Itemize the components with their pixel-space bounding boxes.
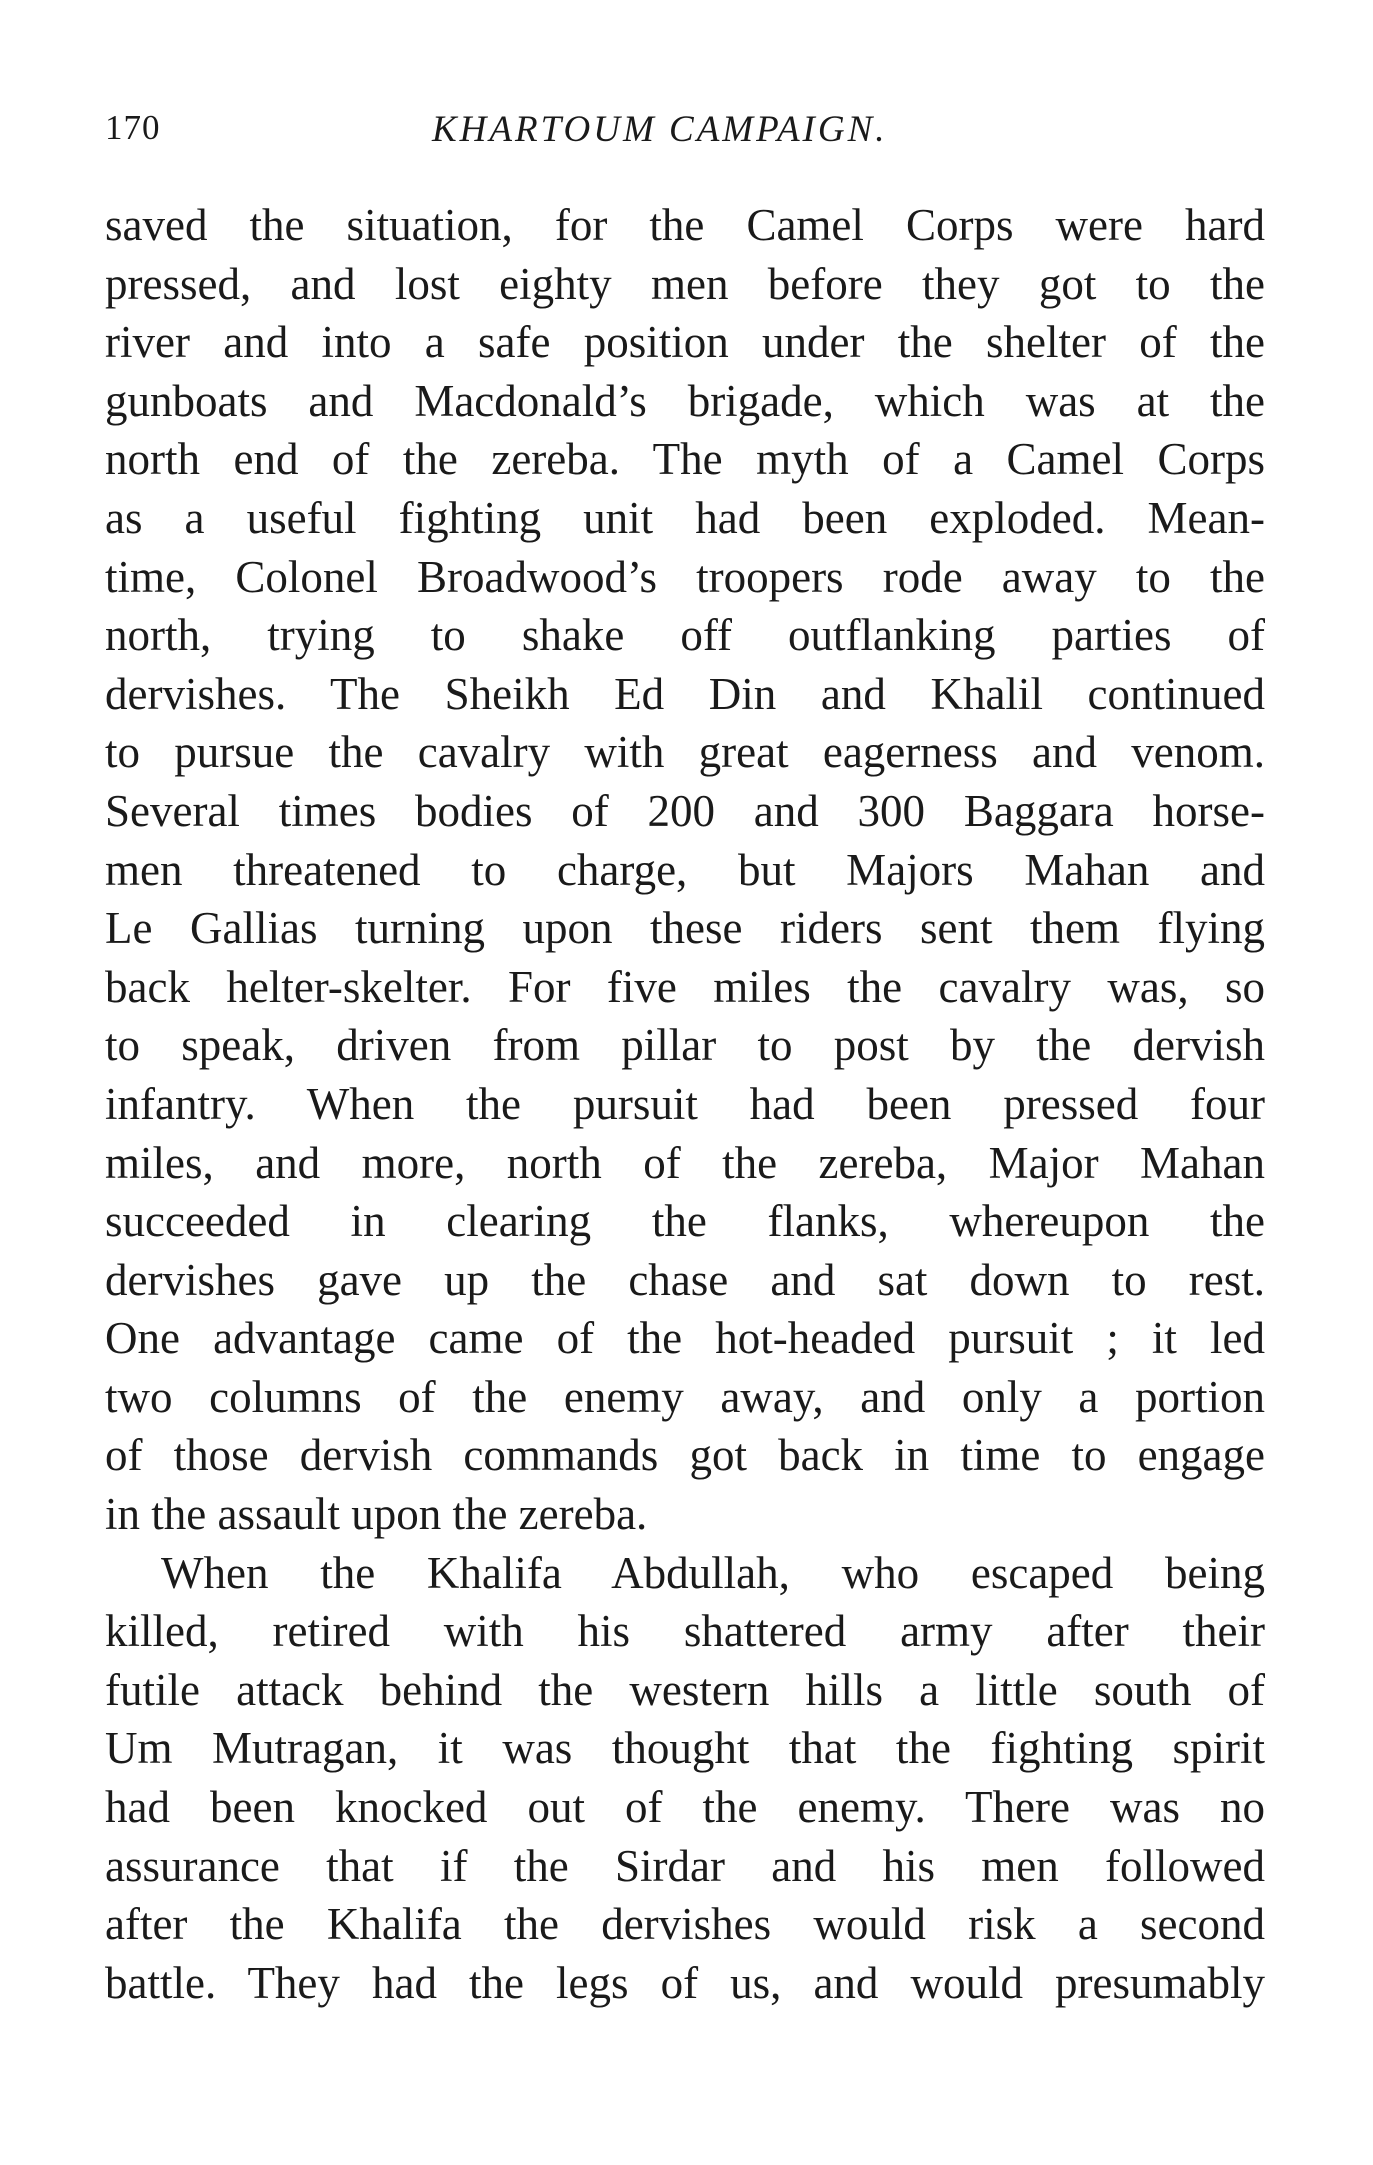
text-line: battle. They had the legs of us, and would presumably bbox=[105, 1957, 1265, 2008]
text-line: to pursue the cavalry with great eagerness and venom. bbox=[105, 727, 1265, 778]
text-line: back helter-skelter. For five miles the cavalry was, so bbox=[105, 961, 1265, 1012]
text-line: Le Gallias turning upon these riders sent them flying bbox=[105, 903, 1265, 954]
text-line: saved the situation, for the Camel Corps were hard bbox=[105, 200, 1265, 250]
text-line: futile attack behind the western hills a little south of bbox=[105, 1664, 1265, 1715]
text-line: time, Colonel Broadwood’s troopers rode away to the bbox=[105, 551, 1265, 602]
text-line: pressed, and lost eighty men before they got to the bbox=[105, 258, 1265, 309]
text-line: succeeded in clearing the flanks, whereupon the bbox=[105, 1196, 1265, 1247]
paragraph-start-line: When the Khalifa Abdullah, who escaped being bbox=[161, 1547, 1265, 1598]
text-line: men threatened to charge, but Majors Mahan and bbox=[105, 844, 1265, 895]
text-line: killed, retired with his shattered army after their bbox=[105, 1606, 1265, 1657]
text-line: had been knocked out of the enemy. There was no bbox=[105, 1782, 1265, 1833]
body-text bbox=[105, 196, 1265, 2012]
page-number: 170 bbox=[105, 108, 161, 147]
page-header bbox=[105, 108, 1265, 158]
text-line: Several times bodies of 200 and 300 Baggara horse- bbox=[105, 785, 1265, 836]
text-line: to speak, driven from pillar to post by the dervish bbox=[105, 1020, 1265, 1071]
text-line: One advantage came of the hot-headed pursuit ; it led bbox=[105, 1313, 1265, 1364]
text-line: as a useful fighting unit had been exploded. Mean- bbox=[105, 492, 1265, 543]
text-line: north end of the zereba. The myth of a Camel Corps bbox=[105, 434, 1265, 485]
text-line: two columns of the enemy away, and only a portion bbox=[105, 1371, 1265, 1422]
text-line: north, trying to shake off outflanking parties of bbox=[105, 610, 1265, 661]
text-line: Um Mutragan, it was thought that the fighting spirit bbox=[105, 1723, 1265, 1774]
text-line: river and into a safe position under the shelter of the bbox=[105, 317, 1265, 368]
paragraph-end-line: in the assault upon the zereba. bbox=[105, 1489, 648, 1540]
text-line: gunboats and Macdonald’s brigade, which was at the bbox=[105, 375, 1265, 426]
text-line: infantry. When the pursuit had been pressed four bbox=[105, 1078, 1265, 1129]
text-line: of those dervish commands got back in time to engage bbox=[105, 1430, 1265, 1481]
text-line: after the Khalifa the dervishes would risk a second bbox=[105, 1899, 1265, 1950]
text-line: dervishes gave up the chase and sat down to rest. bbox=[105, 1254, 1265, 1305]
text-line: miles, and more, north of the zereba, Major Mahan bbox=[105, 1137, 1265, 1188]
text-line: dervishes. The Sheikh Ed Din and Khalil continued bbox=[105, 668, 1265, 719]
text-line: assurance that if the Sirdar and his men followed bbox=[105, 1840, 1265, 1891]
running-head: KHARTOUM CAMPAIGN. bbox=[432, 109, 888, 150]
